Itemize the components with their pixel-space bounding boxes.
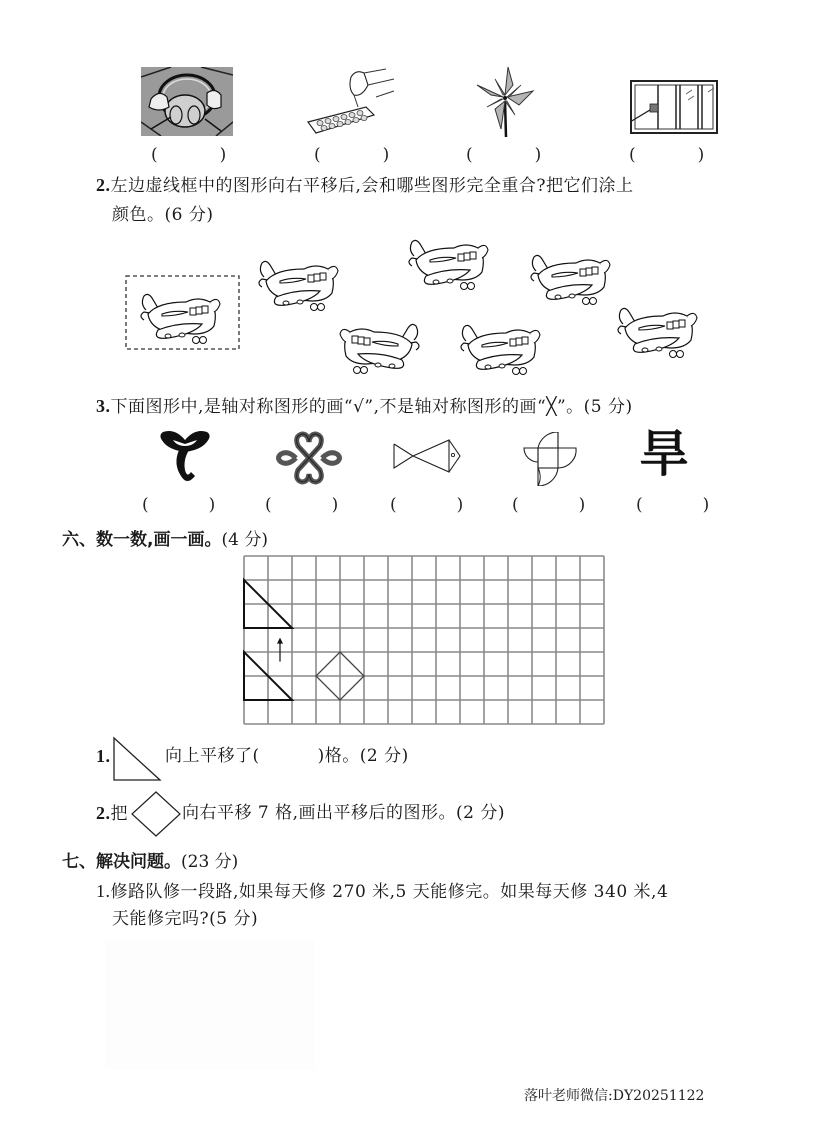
paren-open: ( bbox=[512, 495, 519, 515]
airplane[interactable] bbox=[531, 255, 610, 304]
paren-open: ( bbox=[151, 145, 158, 165]
paren-open: ( bbox=[265, 495, 272, 515]
question-number: 1. bbox=[96, 881, 111, 901]
question-text: 下面图形中,是轴对称图形的画“√”,不是轴对称图形的画“╳”。(5 分) bbox=[110, 397, 633, 417]
paren-open: ( bbox=[314, 145, 321, 165]
airplane[interactable] bbox=[618, 308, 697, 357]
paren-close: ) bbox=[331, 495, 339, 515]
paren-close: ) bbox=[697, 145, 705, 165]
question-text-line2: 颜色。(6 分) bbox=[112, 205, 214, 225]
paren-open: ( bbox=[629, 145, 636, 165]
section-points: (4 分) bbox=[221, 530, 268, 550]
section-6-question-1-text bbox=[165, 745, 409, 767]
quarter-circle-pinwheel bbox=[522, 432, 578, 486]
question-text-before: 向上平移了( bbox=[165, 746, 260, 766]
airplane[interactable] bbox=[461, 325, 540, 374]
section-6-question-2 bbox=[96, 802, 128, 825]
answer-blank[interactable] bbox=[466, 145, 541, 165]
diamond-icon bbox=[131, 791, 181, 837]
question-text-after: )格。(2 分) bbox=[317, 746, 409, 766]
answer-blank[interactable] bbox=[636, 495, 709, 515]
paren-close: ) bbox=[208, 495, 216, 515]
section-7-question-1 bbox=[96, 880, 668, 903]
fish-figure bbox=[393, 438, 463, 478]
answer-blank[interactable] bbox=[265, 495, 338, 515]
answer-blank[interactable] bbox=[314, 145, 389, 165]
answer-blank[interactable] bbox=[512, 495, 585, 515]
airplanes-figure bbox=[110, 225, 710, 375]
answer-area[interactable] bbox=[105, 940, 315, 1070]
question-number: 2. bbox=[96, 175, 111, 195]
chinese-knot-logo bbox=[272, 430, 346, 486]
paren-open: ( bbox=[142, 495, 149, 515]
paren-close: ) bbox=[456, 495, 464, 515]
pinwheel-picture bbox=[475, 65, 535, 137]
section-7-heading bbox=[62, 847, 238, 872]
question-text-after: 向右平移 7 格,画出平移后的图形。(2 分) bbox=[182, 803, 506, 823]
airplane[interactable] bbox=[409, 240, 488, 289]
airplane[interactable] bbox=[259, 261, 338, 310]
china-telecom-logo bbox=[155, 430, 215, 486]
question-2 bbox=[96, 174, 634, 197]
sliding-window-picture bbox=[630, 80, 718, 134]
section-title: 六、数一数,画一画。 bbox=[62, 530, 222, 550]
section-7-question-1-line2 bbox=[112, 908, 258, 930]
section-points: (23 分) bbox=[181, 852, 239, 872]
abacus-picture bbox=[306, 67, 396, 136]
paren-close: ) bbox=[382, 145, 390, 165]
answer-blank[interactable] bbox=[629, 145, 704, 165]
question-text-line2: 天能修完吗?(5 分) bbox=[112, 909, 259, 929]
paren-open: ( bbox=[466, 145, 473, 165]
question-number: 2. bbox=[96, 803, 111, 823]
arrow-head bbox=[277, 638, 283, 644]
question-text-line1: 修路队修一段路,如果每天修 270 米,5 天能修完。如果每天修 340 米,4 bbox=[110, 882, 669, 902]
answer-blank[interactable] bbox=[390, 495, 463, 515]
answer-blank[interactable] bbox=[151, 145, 226, 165]
paren-open: ( bbox=[390, 495, 397, 515]
steering-wheel-picture bbox=[141, 67, 233, 136]
answer-blank[interactable] bbox=[142, 495, 215, 515]
section-6-question-1 bbox=[96, 745, 111, 768]
character-figure: 旱 bbox=[639, 425, 689, 483]
right-triangle-icon bbox=[112, 736, 162, 782]
question-3 bbox=[96, 395, 633, 418]
paren-open: ( bbox=[636, 495, 643, 515]
question-text-before: 把 bbox=[110, 804, 128, 824]
question-2-line2 bbox=[112, 204, 213, 226]
paren-close: ) bbox=[534, 145, 542, 165]
paren-close: ) bbox=[578, 495, 586, 515]
paren-close: ) bbox=[219, 145, 227, 165]
section-title: 七、解决问题。 bbox=[62, 852, 181, 872]
question-text-line1: 左边虚线框中的图形向右平移后,会和哪些图形完全重合?把它们涂上 bbox=[110, 176, 634, 196]
section-6-question-2-text bbox=[182, 802, 505, 824]
airplane[interactable] bbox=[340, 324, 419, 373]
grid-paper[interactable] bbox=[243, 555, 605, 725]
question-number: 1. bbox=[96, 746, 111, 766]
section-6-heading bbox=[62, 525, 268, 550]
footer-contact: 落叶老师微信:DY20251122 bbox=[524, 1088, 705, 1104]
question-number: 3. bbox=[96, 396, 111, 416]
paren-close: ) bbox=[702, 495, 710, 515]
airplane-reference bbox=[141, 294, 220, 343]
